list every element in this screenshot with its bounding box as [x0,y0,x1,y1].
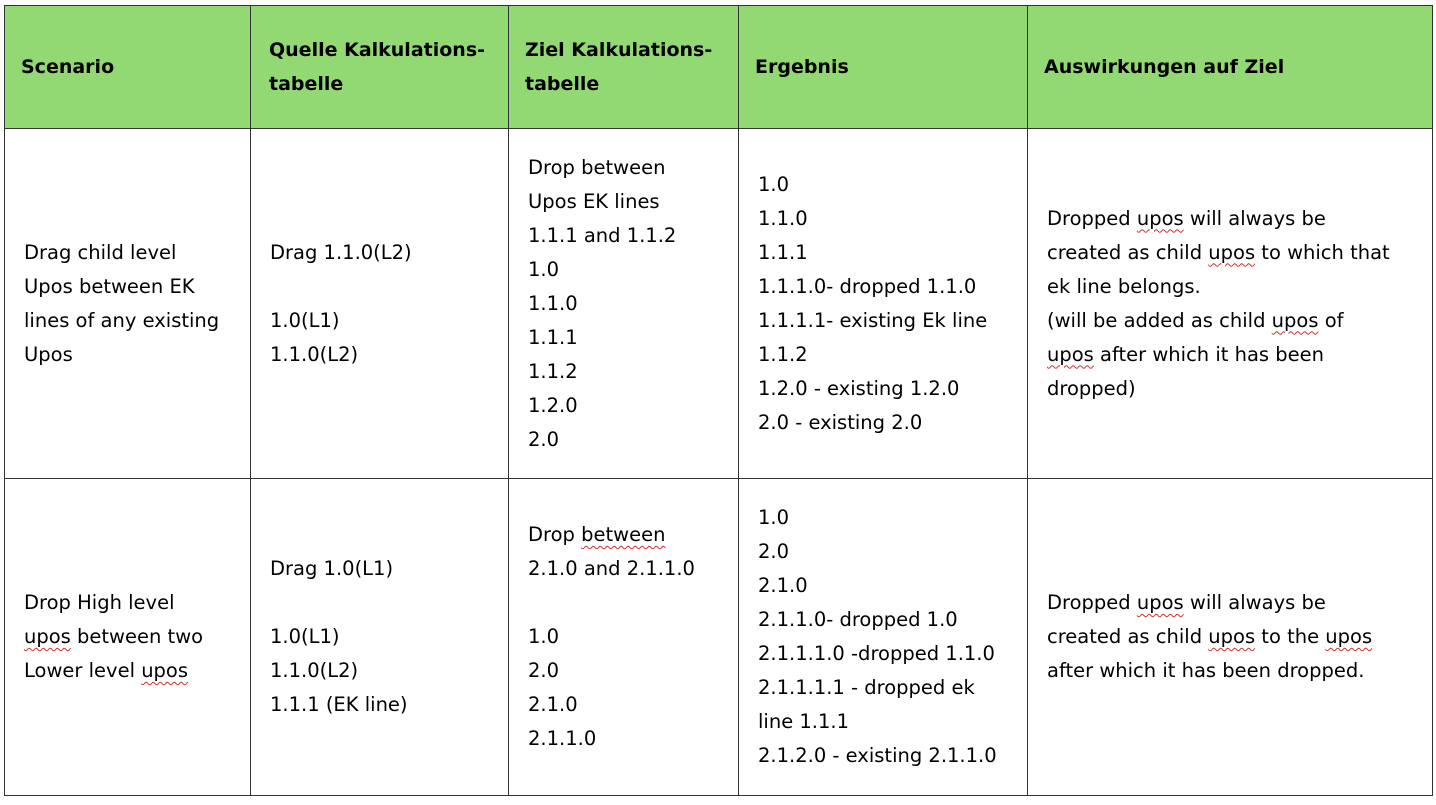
row1-scenario-line: Upos between EK [24,274,195,298]
row2-scenario-line2: upos between two [24,625,204,648]
row1-auswirkungen-line6: dropped) [1047,376,1136,400]
row2-quelle-line: 1.1.1 (EK line) [270,693,408,716]
row1-ziel-line: 1.1.0 [528,291,578,315]
row2-auswirkungen-line1: Dropped upos will always be [1047,591,1326,614]
header-ziel-line2: tabelle [525,73,600,95]
row1-auswirkungen-line5: upos after which it has been [1047,342,1325,366]
table-row [5,129,1433,479]
row1-quelle-cell [251,129,509,479]
row1-ergebnis-line: 1.1.0 [758,206,808,230]
row2-auswirkungen-cell [1028,479,1433,796]
row1-ziel-line: Drop between [528,155,666,179]
row2-auswirkungen-line2: created as child upos to the upos [1047,625,1373,648]
row2-ziel-line: 2.1.1.0 [528,727,597,750]
row2-ergebnis-line: 2.1.1.0- dropped 1.0 [758,608,958,631]
header-ergebnis [739,6,1028,129]
row1-auswirkungen-line1: Dropped upos will always be [1047,206,1326,230]
header-ergebnis-label: Ergebnis [755,56,849,78]
row2-ergebnis-line: 2.1.2.0 - existing 2.1.1.0 [758,744,997,767]
scenario-table [4,5,1433,796]
row1-ergebnis-line: 1.1.2 [758,342,808,366]
row2-quelle-line: Drag 1.0(L1) [270,557,394,580]
row1-ergebnis-line: 1.1.1.1- existing Ek line [758,308,988,332]
row2-ergebnis-line: 2.1.1.1.0 -dropped 1.1.0 [758,642,995,665]
row2-ergebnis-line: line 1.1.1 [758,710,850,733]
row1-quelle-line: 1.0(L1) [270,308,340,332]
header-auswirkungen [1028,6,1433,129]
row1-quelle-blank [270,270,498,304]
header-quelle-line2: tabelle [269,73,344,95]
row2-ergebnis-line: 2.1.0 [758,574,808,597]
row2-auswirkungen-line3: after which it has been dropped. [1047,659,1365,682]
row1-ziel-line: 1.2.0 [528,393,578,417]
header-quelle [251,6,509,129]
row1-scenario-cell [5,129,251,479]
row2-quelle-blank [270,586,498,620]
row2-scenario-line3: Lower level upos [24,659,189,682]
row1-scenario-line: Drag child level [24,240,177,264]
row1-auswirkungen-cell [1028,129,1433,479]
row1-ziel-cell [509,129,739,479]
row1-ziel-line: 1.1.2 [528,359,578,383]
row2-ziel-line: 1.0 [528,625,560,648]
row1-ziel-line: 1.1.1 [528,325,578,349]
header-ziel [509,6,739,129]
row2-quelle-line: 1.1.0(L2) [270,659,359,682]
row1-ergebnis-line: 1.0 [758,172,790,196]
row2-ergebnis-cell [739,479,1028,796]
row1-ziel-line: 1.0 [528,257,560,281]
header-scenario-label: Scenario [21,56,115,78]
row2-scenario-line1: Drop High level [24,591,175,614]
row1-ziel-line: Upos EK lines [528,189,660,213]
row2-quelle-cell [251,479,509,796]
row1-ergebnis-cell [739,129,1028,479]
row2-ziel-line: 2.0 [528,659,560,682]
row2-ergebnis-line: 2.0 [758,540,790,563]
row1-ziel-line: 2.0 [528,427,560,451]
row2-ziel-line: 2.1.0 and 2.1.1.0 [528,557,695,580]
header-ziel-line1: Ziel Kalkulations- [525,39,713,61]
row1-scenario-line: Upos [24,342,73,366]
row2-ziel-line1: Drop between [528,523,666,546]
row2-quelle-line: 1.0(L1) [270,625,340,648]
header-auswirkungen-label: Auswirkungen auf Ziel [1044,56,1285,78]
row1-scenario-line: lines of any existing [24,308,220,332]
table-header-row [5,6,1433,129]
row2-scenario-cell [5,479,251,796]
row1-auswirkungen-line4: (will be added as child upos of [1047,308,1344,332]
header-quelle-line1: Quelle Kalkulations- [269,39,486,61]
row2-ziel-blank [528,586,728,620]
row2-ziel-cell [509,479,739,796]
row1-ziel-line: 1.1.1 and 1.1.2 [528,223,677,247]
row1-ergebnis-line: 1.1.1 [758,240,808,264]
row2-ergebnis-line: 1.0 [758,506,790,529]
row1-ergebnis-line: 2.0 - existing 2.0 [758,410,923,434]
header-scenario [5,6,251,129]
row1-ergebnis-line: 1.1.1.0- dropped 1.1.0 [758,274,977,298]
row2-ergebnis-line: 2.1.1.1.1 - dropped ek [758,676,975,699]
row1-quelle-line: Drag 1.1.0(L2) [270,240,412,264]
row1-auswirkungen-line3: ek line belongs. [1047,274,1201,298]
row1-quelle-line: 1.1.0(L2) [270,342,359,366]
row2-ziel-line: 2.1.0 [528,693,578,716]
row1-auswirkungen-line2: created as child upos to which that [1047,240,1390,264]
table-row [5,479,1433,796]
row1-ergebnis-line: 1.2.0 - existing 1.2.0 [758,376,960,400]
